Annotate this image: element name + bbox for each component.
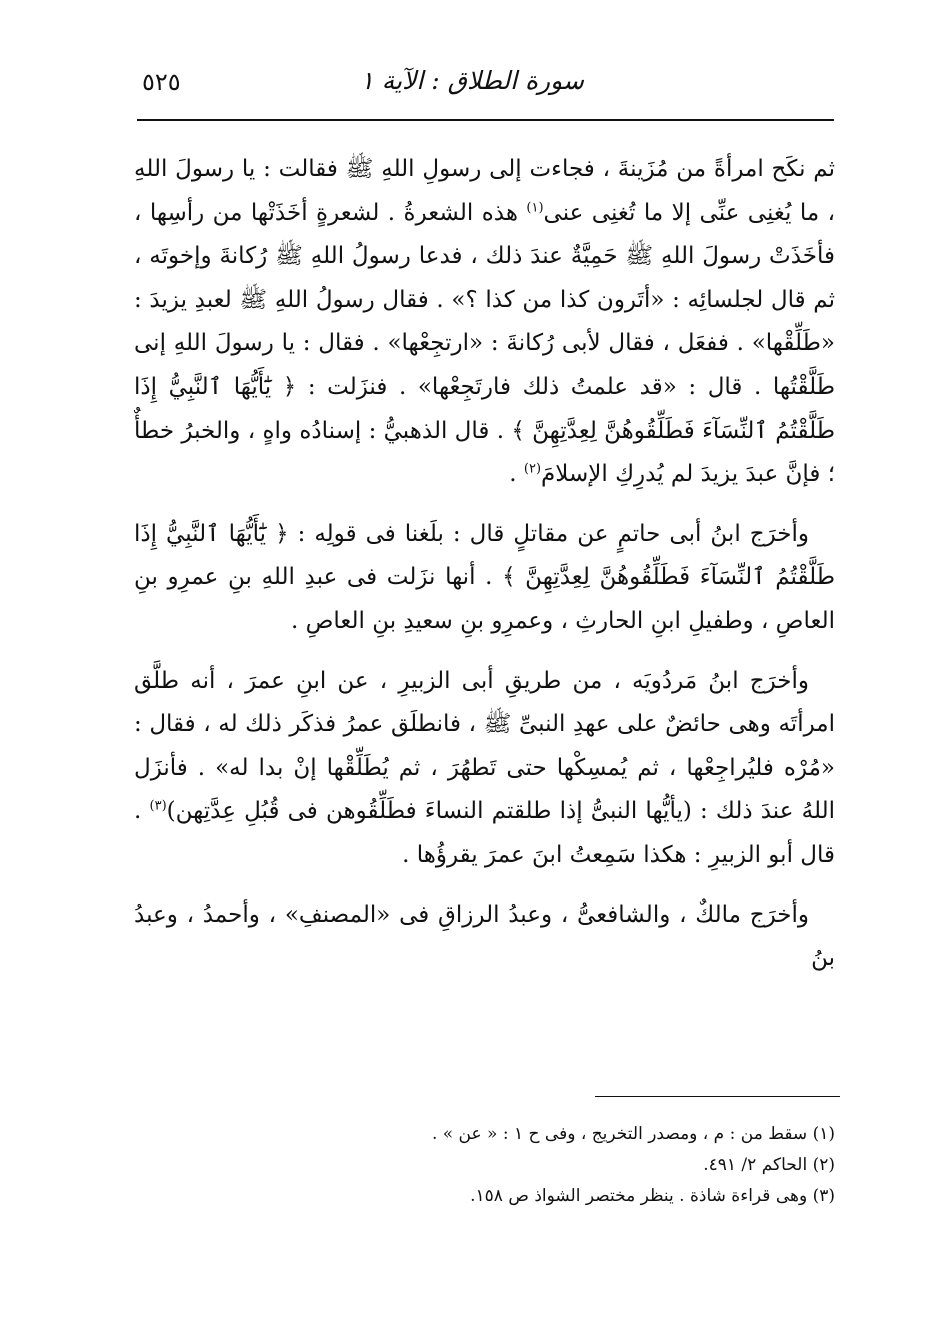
footnote-separator — [595, 1096, 840, 1097]
paragraph-text: وأخرَج مالكٌ ، والشافعىُّ ، وعبدُ الرزاقِ فى «المصنفِ» ، وأحمدُ ، وعبدُ بنُ — [134, 901, 835, 972]
footnote: (٣) وهى قراءة شاذة . ينظر مختصر الشواذ ص ١٥٨. — [470, 1186, 835, 1206]
paragraph — [134, 148, 835, 497]
header-rule — [137, 119, 834, 121]
footnote: (١) سقط من : م ، ومصدر التخريج ، وفى ح ١ : « عن » . — [431, 1124, 835, 1144]
footnotes — [134, 1119, 835, 1212]
main-text — [134, 148, 835, 997]
paragraph-text: . — [509, 461, 524, 488]
paragraph — [134, 513, 835, 644]
paragraph — [134, 660, 835, 878]
footnote-ref: (٢) — [523, 461, 542, 477]
page-number: ٥٢٥ — [142, 68, 181, 96]
footnote-ref: (٣) — [149, 798, 167, 814]
paragraph-text: . قال أبو الزبيرِ : هكذا سَمِعتُ ابنَ عمرَ يقرؤُها . — [134, 798, 835, 868]
running-header-title: سورة الطلاق : الآية ١ — [360, 66, 584, 95]
footnote-ref: (١) — [526, 199, 544, 215]
footnote: (٢) الحاكم ٢/ ٤٩١. — [703, 1155, 835, 1175]
paragraph-text: وأخرَج ابنُ مَردُويَه ، من طريقِ أبى الزبيرِ ، عن ابنِ عمرَ ، أنه طلَّق امرأتَه وهى حائضٌ على عهدِ النبىِّ ﷺ ، فانطلَق عمرُ فذكَر ذلك له ، فقال : «مُرْه فليُراجِعْها ، ثم يُمسِكْها حتى تَطهُرَ ، ثم يُطَلِّقْها إنْ بدا له» . فأنزَل اللهُ عندَ ذلك : (يأيُّها النبىُّ إذا طلقتم النساءَ فطَلِّقُوهن فى قُبُلِ عِدَّتِهن) — [134, 667, 835, 825]
paragraph-text: هذه الشعرةُ . لشعرةٍ أخَذَتْها من رأسِها ، فأخَذَتْ رسولَ اللهِ ﷺ حَمِيَّةٌ عندَ ذلك ، فدعا رسولُ اللهِ ﷺ رُكانةَ وإخوتَه ، ثم قال لجلسائِه : «أتَرون كذا من كذا ؟» . فقال رسولُ اللهِ ﷺ لعبدِ يزيدَ : «طَلِّقْها» . ففعَل ، فقال لأبى رُكانةَ : «ارتجِعْها» . فقال : يا رسولَ اللهِ إنى طَلَّقْتُها . قال : «قد علمتُ ذلك فارتَجِعْها» . فنزَلت : ﴿ يَٰٓأَيُّهَا ٱلنَّبِيُّ إِذَا طَلَّقْتُمُ ٱلنِّسَآءَ فَطَلِّقُوهُنَّ لِعِدَّتِهِنَّ ﴾ . قال الذهبيُّ : إسنادُه واهٍ ، والخبرُ خطأٌ ؛ فإنَّ عبدَ يزيدَ لم يُدرِكِ الإسلامَ — [134, 199, 835, 488]
paragraph-text: وأخرَج ابنُ أبى حاتمٍ عن مقاتلٍ قال : بلَغنا فى قولِه : ﴿ يَٰٓأَيُّهَا ٱلنَّبِيُّ إِذَا طَلَّقْتُمُ ٱلنِّسَآءَ فَطَلِّقُوهُنَّ لِعِدَّتِهِنَّ ﴾ . أنها نزَلت فى عبدِ اللهِ بنِ عمرِو بنِ العاصِ ، وطفيلِ ابنِ الحارثِ ، وعمرِو بنِ سعيدِ بنِ العاصِ . — [134, 520, 835, 634]
paragraph — [134, 894, 835, 981]
paragraph-text: ثم نكَح امرأةً من مُزَينةَ ، فجاءت إلى رسولِ اللهِ ﷺ فقالت : يا رسولَ اللهِ ، ما يُغنِى عنِّى إلا ما تُغنِى عنى — [134, 156, 835, 226]
